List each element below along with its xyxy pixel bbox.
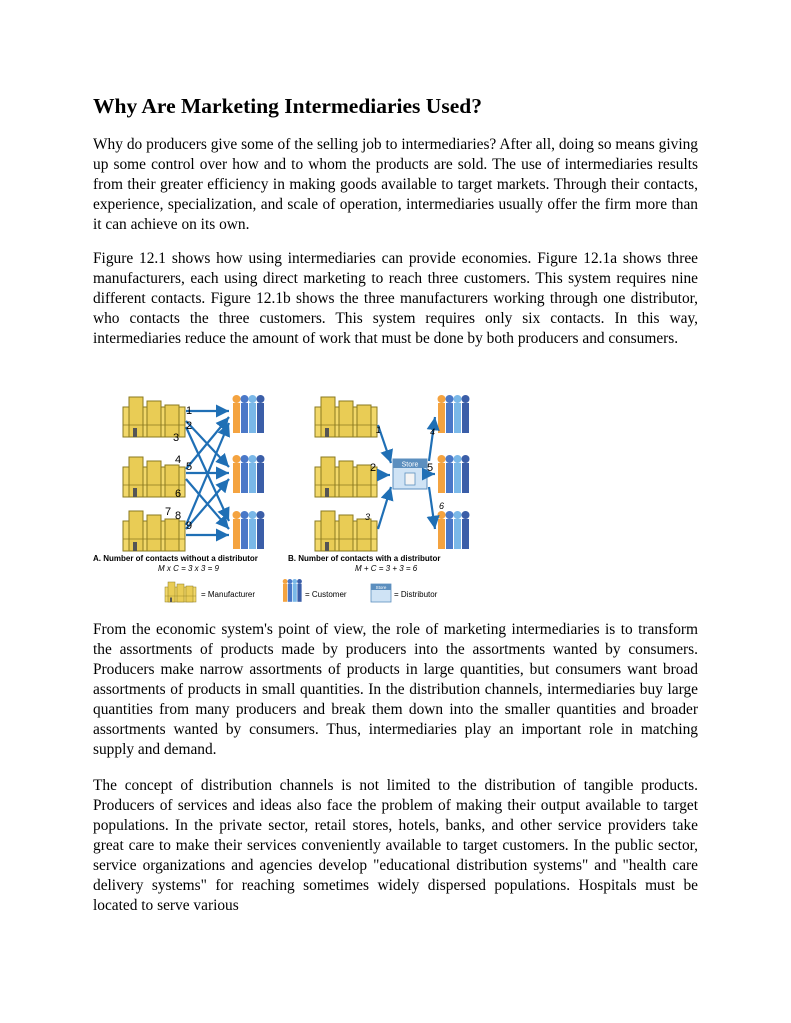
customer-b3-icon [438, 511, 470, 549]
legend-manufacturer-icon [165, 582, 196, 602]
legend-distributor-icon [371, 584, 391, 602]
contact-number: 4 [430, 427, 436, 437]
customer-b1-icon [438, 395, 470, 433]
customer-b2-icon [438, 455, 470, 493]
customer-a3-icon [233, 511, 265, 549]
svg-text:Store: Store [375, 585, 387, 590]
formula-a: M x C = 3 x 3 = 9 [158, 564, 219, 573]
manufacturer-b2-icon [315, 457, 377, 497]
manufacturer-a1-icon [123, 397, 185, 437]
caption-a: A. Number of contacts without a distributor [93, 554, 258, 563]
caption-b: B. Number of contacts with a distributor [288, 554, 441, 563]
page-title: Why Are Marketing Intermediaries Used? [93, 94, 482, 118]
direct-contact-arrows [186, 411, 229, 535]
contact-number: 8 [175, 510, 182, 522]
legend-customer-icon [283, 579, 302, 602]
legend-distributor-label: = Distributor [394, 590, 438, 599]
legend-manufacturer-label: = Manufacturer [201, 590, 256, 599]
paragraph-2: Figure 12.1 shows how using intermediaries can provide economies. Figure 12.1a shows three manufacturers, each using direct marketing to reach three customers. This system requires nine different contacts. Figure 12.1b shows the three manufacturers working through one distributor, who contacts the three customers. This system requires only six contacts. In this way, intermediaries reduce the amount of work that must be done by both producers and consumers. [93, 250, 698, 347]
contact-number: 1 [376, 425, 382, 435]
figure-12-1 [93, 389, 483, 607]
contact-number: 5 [186, 461, 193, 473]
store-distributor-icon [393, 459, 427, 489]
contact-number: 6 [175, 488, 182, 500]
contact-number: 7 [165, 506, 172, 518]
paragraph-3: From the economic system's point of view, the role of marketing intermediaries is to transform the assortments of products made by producers into the assortments wanted by consumers. Producers make narrow assortments of products in large quantities, but consumers want broad assortments of products in small quantities. In the distribution channels, intermediaries buy large quantities from many producers and break them down into the smaller quantities and broader assortments wanted by consumers. Thus, intermediaries play an important role in matching supply and demand. [93, 621, 698, 758]
contact-number: 1 [186, 405, 193, 417]
contact-number: 6 [439, 501, 445, 511]
contact-number: 5 [427, 462, 434, 474]
contact-number: 2 [186, 420, 193, 432]
contact-number: 4 [175, 454, 182, 466]
paragraph-1: Why do producers give some of the selling job to intermediaries? After all, doing so means giving up some control over how and to whom the products are sold. The use of intermediaries results from their greater efficiency in making goods available to target markets. Through their contacts, experience, specialization, and scale of operation, intermediaries usually offer the firm more than it can achieve on its own. [93, 136, 698, 233]
legend [165, 579, 438, 602]
legend-customer-label: = Customer [305, 590, 347, 599]
paragraph-4: The concept of distribution channels is not limited to the distribution of tangible products. Producers of services and ideas also face the problem of making their output available to target populations. In the private sector, retail stores, hotels, banks, and other service providers take great care to make their services conveniently available to target customers. In the public sector, service organizations and agencies develop "educational distribution systems" and "health care delivery systems" for reaching sometimes widely dispersed populations. Hospitals must be located to serve various [93, 777, 698, 914]
customer-a1-icon [233, 395, 265, 433]
svg-text:Store: Store [401, 461, 419, 469]
formula-b: M + C = 3 + 3 = 6 [355, 564, 418, 573]
document-body [93, 93, 698, 349]
customer-a2-icon [233, 455, 265, 493]
contact-number: 9 [186, 520, 193, 532]
contact-number: 3 [365, 512, 371, 522]
contact-number: 2 [370, 462, 377, 474]
manufacturer-b1-icon [315, 397, 377, 437]
contact-number: 3 [173, 432, 180, 444]
